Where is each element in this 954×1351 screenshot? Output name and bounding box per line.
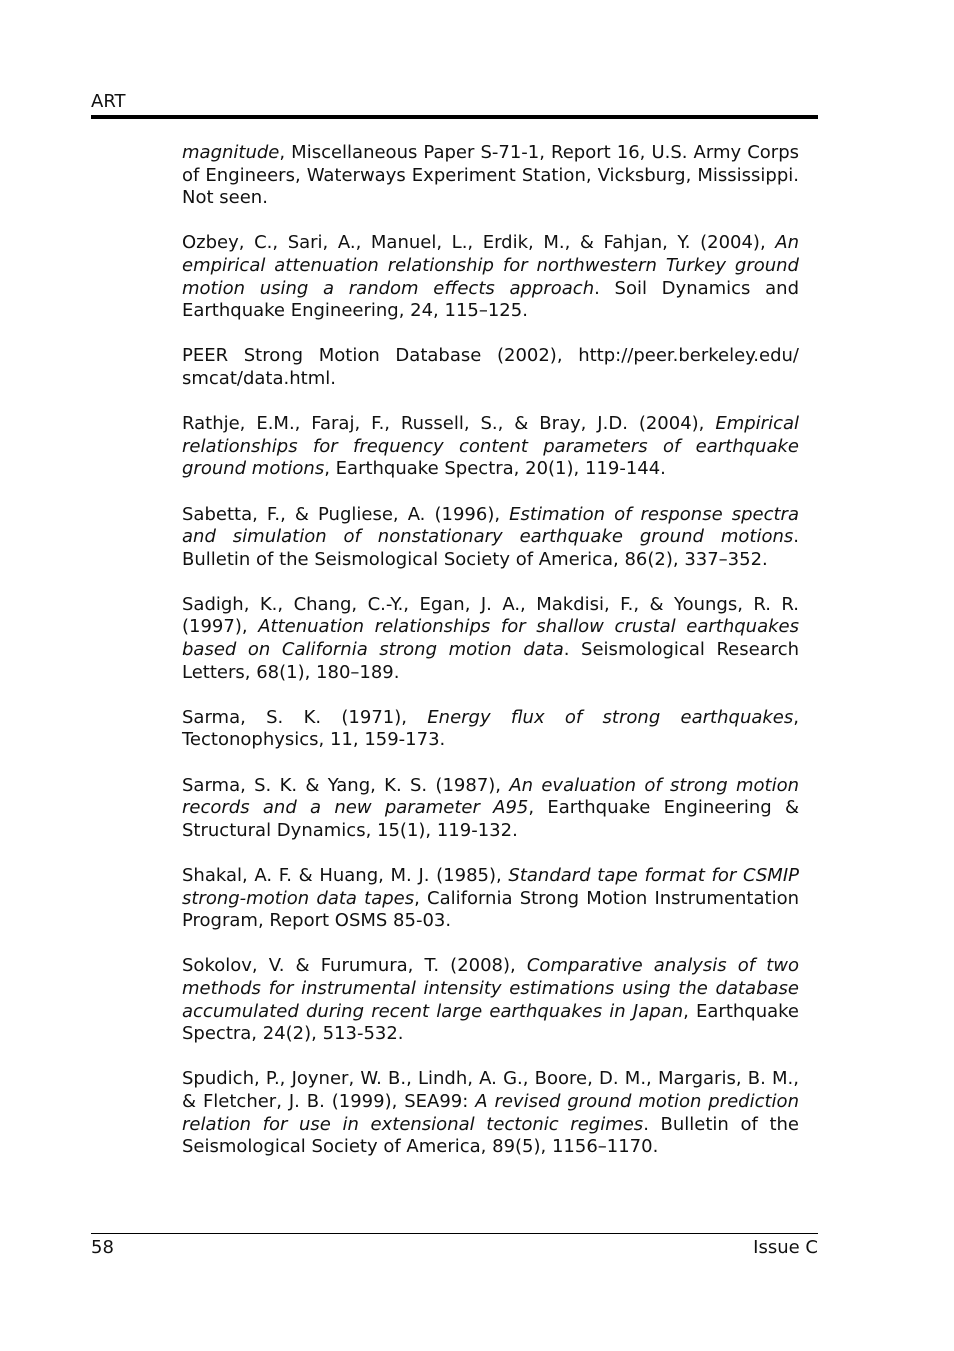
- reference-source: . Bulletin of the Seismological Society of America, 86(2), 337–352.: [182, 526, 799, 570]
- reference-entry: [182, 1068, 799, 1158]
- reference-entry: [182, 955, 799, 1045]
- reference-entry: [182, 345, 799, 390]
- reference-source: , Earthquake Spectra, 24(2), 513-532.: [182, 1000, 800, 1045]
- reference-source: . Seismological Research Letters, 68(1), 180–189.: [182, 639, 800, 683]
- reference-authors: Shakal, A. F. & Huang, M. J. (1985),: [182, 865, 509, 886]
- reference-title: An empirical attenuation relationship for northwestern Turkey ground motion using a random effects approach: [182, 232, 799, 299]
- reference-authors: Sadigh, K., Chang, C.-Y., Egan, J. A., Makdisi, F., & Youngs, R. R. (1997),: [182, 593, 799, 638]
- reference-authors: Spudich, P., Joyner, W. B., Lindh, A. G., Boore, D. M., Margaris, B. M., & Fletcher, J. B. (1999), SEA99:: [182, 1068, 799, 1112]
- reference-entry: [182, 775, 799, 843]
- reference-authors: Sabetta, F., & Pugliese, A. (1996),: [182, 503, 510, 525]
- reference-authors: PEER Strong Motion Database (2002), http://peer.berkeley.edu/ smcat/data.html.: [182, 345, 799, 389]
- reference-title: An evaluation of strong motion records and a new parameter A95: [182, 774, 799, 819]
- reference-title: Empirical relationships for frequency content parameters of earthquake ground motions: [182, 413, 799, 480]
- reference-source: , California Strong Motion Instrumentation Program, Report OSMS 85-03.: [182, 887, 799, 932]
- page-header: [91, 89, 818, 119]
- reference-title: A revised ground motion prediction relation for use in extensional tectonic regimes: [182, 1090, 799, 1135]
- reference-authors: Rathje, E.M., Faraj, F., Russell, S., & Bray, J.D. (2004),: [182, 413, 716, 435]
- reference-authors: Ozbey, C., Sari, A., Manuel, L., Erdik, M., & Fahjan, Y. (2004),: [182, 232, 776, 254]
- reference-entry: [182, 413, 799, 481]
- reference-title: Attenuation relationships for shallow crustal earthquakes based on California strong motion data: [182, 616, 800, 661]
- reference-title: Estimation of response spectra and simulation of nonstationary earthquake ground motions: [182, 503, 799, 548]
- reference-authors: Sokolov, V. & Furumura, T. (2008),: [182, 955, 527, 977]
- reference-entry: [182, 865, 799, 933]
- page-footer: [91, 1233, 818, 1262]
- page-number: 58: [91, 1237, 114, 1258]
- reference-source: . Bulletin of the Seismological Society of America, 89(5), 1156–1170.: [182, 1113, 799, 1158]
- reference-entry: [182, 142, 799, 210]
- reference-source: , Miscellaneous Paper S-71-1, Report 16, U.S. Army Corps of Engineers, Waterways Experiment Station, Vicksburg, Mississippi. Not seen.: [182, 142, 799, 209]
- reference-title: Energy flux of strong earthquakes: [427, 706, 794, 728]
- reference-title: magnitude: [182, 142, 280, 163]
- reference-entry: [182, 707, 799, 752]
- reference-source: , Tectonophysics, 11, 159-173.: [182, 706, 799, 751]
- reference-source: , Earthquake Engineering & Structural Dynamics, 15(1), 119-132.: [182, 797, 799, 841]
- header-title: ART: [91, 91, 126, 112]
- reference-entry: [182, 504, 799, 572]
- reference-source: . Soil Dynamics and Earthquake Engineering, 24, 115–125.: [182, 277, 800, 322]
- reference-authors: Sarma, S. K. & Yang, K. S. (1987),: [182, 774, 510, 796]
- reference-title: Comparative analysis of two methods for instrumental intensity estimations using the database accumulated during recent large earthquakes in Japan: [182, 955, 799, 1022]
- reference-entry: [182, 594, 799, 684]
- reference-entry: [182, 232, 799, 322]
- issue-label: Issue C: [753, 1237, 818, 1258]
- reference-list: [182, 142, 799, 1181]
- reference-title: Standard tape format for CSMIP strong-motion data tapes: [182, 865, 799, 909]
- reference-source: , Earthquake Spectra, 20(1), 119-144.: [324, 458, 666, 480]
- reference-authors: Sarma, S. K. (1971),: [182, 706, 428, 728]
